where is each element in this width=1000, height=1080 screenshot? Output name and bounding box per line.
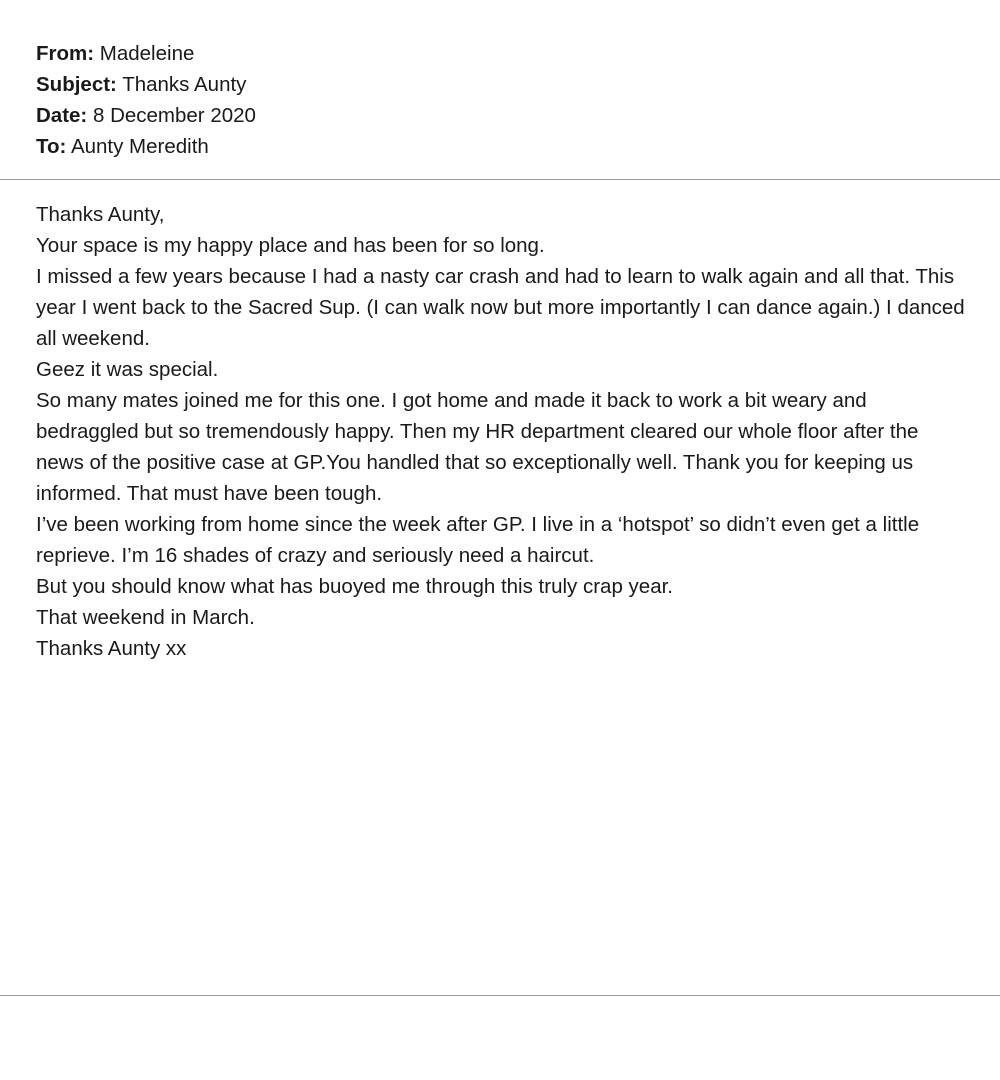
subject-label: Subject: [36, 73, 117, 96]
date-value: 8 December 2020 [92, 104, 256, 127]
subject-row [36, 69, 956, 100]
to-label: To: [36, 135, 67, 158]
to-row [36, 131, 956, 162]
footer-divider [0, 995, 1000, 996]
body-paragraph: But you should know what has buoyed me through this truly crap year. [36, 575, 674, 598]
body-paragraph: So many mates joined me for this one. I got home and made it back to work a bit weary and bedraggled but so tremendously happy. Then my HR department cleared our whole floor after the news of the positive case at GP.You handled that so exceptionally well. Thank you for keeping us informed. That must have been tough. [36, 389, 919, 505]
body-paragraph: I’ve been working from home since the week after GP. I live in a ‘hotspot’ so didn’t even get a little reprieve. I’m 16 shades of crazy and seriously need a haircut. [36, 513, 920, 567]
from-row [36, 38, 956, 69]
subject-value: Thanks Aunty [122, 73, 247, 96]
date-row [36, 100, 956, 131]
body-paragraph: I missed a few years because I had a nasty car crash and had to learn to walk again and all that. This year I went back to the Sacred Sup. (I can walk now but more importantly I can dance again.) I danced all weekend. [36, 265, 965, 350]
email-body [36, 199, 966, 664]
date-label: Date: [36, 104, 88, 127]
body-paragraph: That weekend in March. [36, 606, 255, 629]
body-paragraph: Thanks Aunty xx [36, 637, 187, 660]
from-value: Madeleine [99, 42, 195, 65]
to-value: Aunty Meredith [70, 135, 209, 158]
body-paragraph: Geez it was special. [36, 358, 219, 381]
header-divider [0, 179, 1000, 180]
from-label: From: [36, 42, 95, 65]
body-paragraph: Your space is my happy place and has been for so long. [36, 234, 545, 257]
body-paragraph: Thanks Aunty, [36, 203, 165, 226]
email-header [36, 38, 956, 162]
